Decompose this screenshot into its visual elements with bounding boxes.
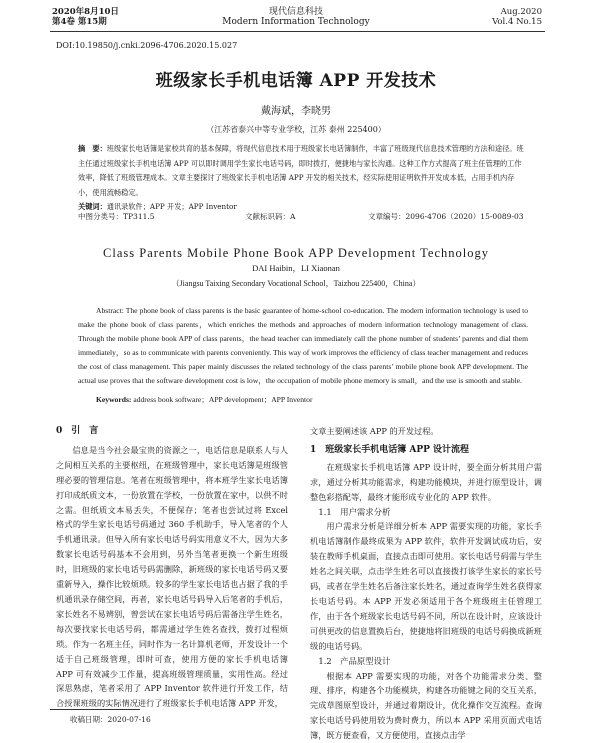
abstract-en-text: The phone book of class parents is the basic guarantee of home-school co-education. The modern information technology is used to make the phone book of class parents，which enriches the methods and approaches of modern information technology management of class. Through the mobile phone book APP of class parents，the head teacher can immediately call the phone number of students’ parents and dial them immediately，so as to communicate with parents conveniently. This way of work improves the efficiency of class teacher management and reduces the cost of class management. This paper mainly discusses the related technology of the class parents’ mobile phone book APP development. The actual use proves that the software development cost is low，the occupation of mobile phone memory is small，and the use is smooth and stable. bbox=[78, 306, 528, 385]
doc-code: 文献标识码：A bbox=[245, 211, 295, 222]
header-vol-en: Vol.4 No.15 bbox=[492, 17, 542, 27]
left-column bbox=[56, 424, 288, 711]
section-1-paragraph: 在班级家长手机电话簿 APP 设计时，要全面分析其用户需求，通过分析其功能需求，构建功能模块，并进行原型设计，调整色彩搭配等，最终才能形成专业化的 APP 软件。 bbox=[310, 460, 542, 505]
footnote-rule bbox=[50, 709, 140, 710]
paper-title-cn: 班级家长手机电话簿 APP 开发技术 bbox=[0, 66, 592, 91]
header-issue-cn: 第4卷 第15期 bbox=[52, 17, 119, 27]
article-number: 文章编号：2096-4706（2020）15-0089-03 bbox=[368, 211, 524, 222]
header-rule bbox=[50, 31, 545, 32]
paper-title-en: Class Parents Mobile Phone Book APP Development Technology bbox=[0, 246, 592, 261]
keywords-cn-label: 关键词： bbox=[78, 202, 107, 211]
header-date-cn: 2020年8月10日 bbox=[52, 7, 119, 17]
journal-name-cn: 现代信息科技 bbox=[0, 7, 592, 17]
header-right bbox=[492, 7, 542, 27]
section-heading-intro: 0 引 言 bbox=[56, 424, 288, 439]
received-date: 收稿日期：2020-07-16 bbox=[70, 714, 151, 725]
authors-en: DAI Haibin，LI Xiaonan bbox=[0, 262, 592, 274]
header-date-en: Aug.2020 bbox=[492, 7, 542, 17]
affiliation-en: （Jiangsu Taixing Secondary Vocational School，Taizhou 225400，China） bbox=[0, 278, 592, 289]
section-heading-1: 1 班级家长手机电话簿 APP 设计流程 bbox=[310, 443, 542, 458]
right-column bbox=[310, 424, 542, 743]
keywords-en-label: Keywords: bbox=[96, 395, 131, 404]
journal-name-en: Modern Information Technology bbox=[0, 17, 592, 27]
authors-cn: 戴海斌，李晓男 bbox=[0, 102, 592, 117]
abstract-cn bbox=[78, 142, 528, 215]
subsection-1-2: 1.2 产品原型设计 bbox=[310, 654, 542, 669]
abstract-en-label: Abstract: bbox=[78, 306, 124, 315]
subsection-1-2-paragraph: 根据本 APP 需要实现的功能，对各个功能需求分类、整理、排序，构建各个功能模块，构建各功能键之间的交互关系，完成草图原型设计，并通过着期设计，优化操作交互流程。查询家长电话号码使用较为费时费力，所以本 APP 采用页面式电话簿，既方便查看，又方便使用，直接点击学 bbox=[310, 669, 542, 743]
right-lead-text: 文章主要阐述该 APP 的开发过程。 bbox=[310, 424, 542, 439]
doi: DOI:10.19850/j.cnki.2096-4706.2020.15.027 bbox=[56, 41, 237, 50]
keywords-en bbox=[96, 394, 312, 405]
keywords-cn-text: 通讯录软件；APP 开发；APP Inventor bbox=[107, 202, 237, 211]
keywords-en-text: address book software；APP development；APP Inventor bbox=[133, 395, 312, 404]
intro-paragraph: 信息是当今社会最宝贵的资源之一，电话信息是联系人与人之间相互关系的主要枢纽，在班级管理中，家长电话簿是班级管理必要的管理信息。笔者在班级管理中，将本班学生家长电话簿打印成纸质文本，一份放置在学校，一份放置在家中，以供不时之需。但纸质文本易丢失，不便保存；笔者也尝试过将 Excel 格式的学生家长电话号码通过 360 手机助手，导入笔者的个人手机通讯录。但导入所有家长电话号码实用意义不大，因为大多数家长电话号码基本不会用到，另外当笔者更换一个新生班级时，旧班级的家长电话号码需删除，新班级的家长电话号码又要重新导入，操作比较烦琐。较多的学生家长电话也占据了我的手机通讯录存储空间，再者，家长电话号码导入后笔者的手机后，家长姓名不易辨别，曾尝试在家长电话号码后需备注学生姓名，每次要找家长电话号码，都需通过学生姓名查找，拨打过程烦琐。作为一名班主任，同时作为一名计算机老师，开发设计一个适于自己班级管理，即时可查，使用方便的家长手机电话簿 APP 可有效减少工作量，提高班级管理质量，实用性高。经过深思熟虑，笔者采用了 APP Inventor 软件进行开发工作，结合授课班级的实际情况进行了班级家长手机电话簿 APP 开发， bbox=[56, 443, 288, 711]
subsection-1-1-paragraph: 用户需求分析是详细分析本 APP 需要实现的功能，家长手机电话簿制作最终成果为 APP 软件，软件开发调试成功后，安装在教师手机桌面，直接点击即可使用。家长电话号码需与学生姓名之间关联，点击学生姓名可以直接拨打该学生家长的家长号码，或者在学生姓名后备注家长姓名，通过查询学生姓名获得家长电话号码。本 APP 开发必须适用于各个班级班主任管理工作，由于各个班级家长电话号码不同，所以在设计时，应该设计可供更改的信息置换后台，使捷地将旧班级的电话号码换成新班级的电话号码。 bbox=[310, 519, 542, 653]
abstract-en bbox=[78, 304, 528, 388]
abstract-cn-text: 班级家长电话簿是家校共育的基本保障，将现代信息技术用于班级家长电话簿制作，丰富了班级现代信息技术管理的方法和途径。班主任通过班级家长手机电话簿 APP 可以即时调用学生家长电话号码，即时拨打，便捷地与家长沟通。这种工作方式提高了班主任管理的工作效率，降低了班级管理成本。文章主要探讨了班级家长手机电话簿 APP 开发的相关技术，经实际使用证明软件开发成本低，占用手机内存小，使用流畅稳定。 bbox=[78, 144, 524, 197]
class-number: 中图分类号：TP311.5 bbox=[78, 211, 155, 222]
subsection-1-1: 1.1 用户需求分析 bbox=[310, 505, 542, 520]
abstract-cn-label: 摘 要： bbox=[78, 144, 107, 153]
affiliation-cn: （江苏省泰兴中等专业学校，江苏 泰州 225400） bbox=[0, 124, 592, 135]
